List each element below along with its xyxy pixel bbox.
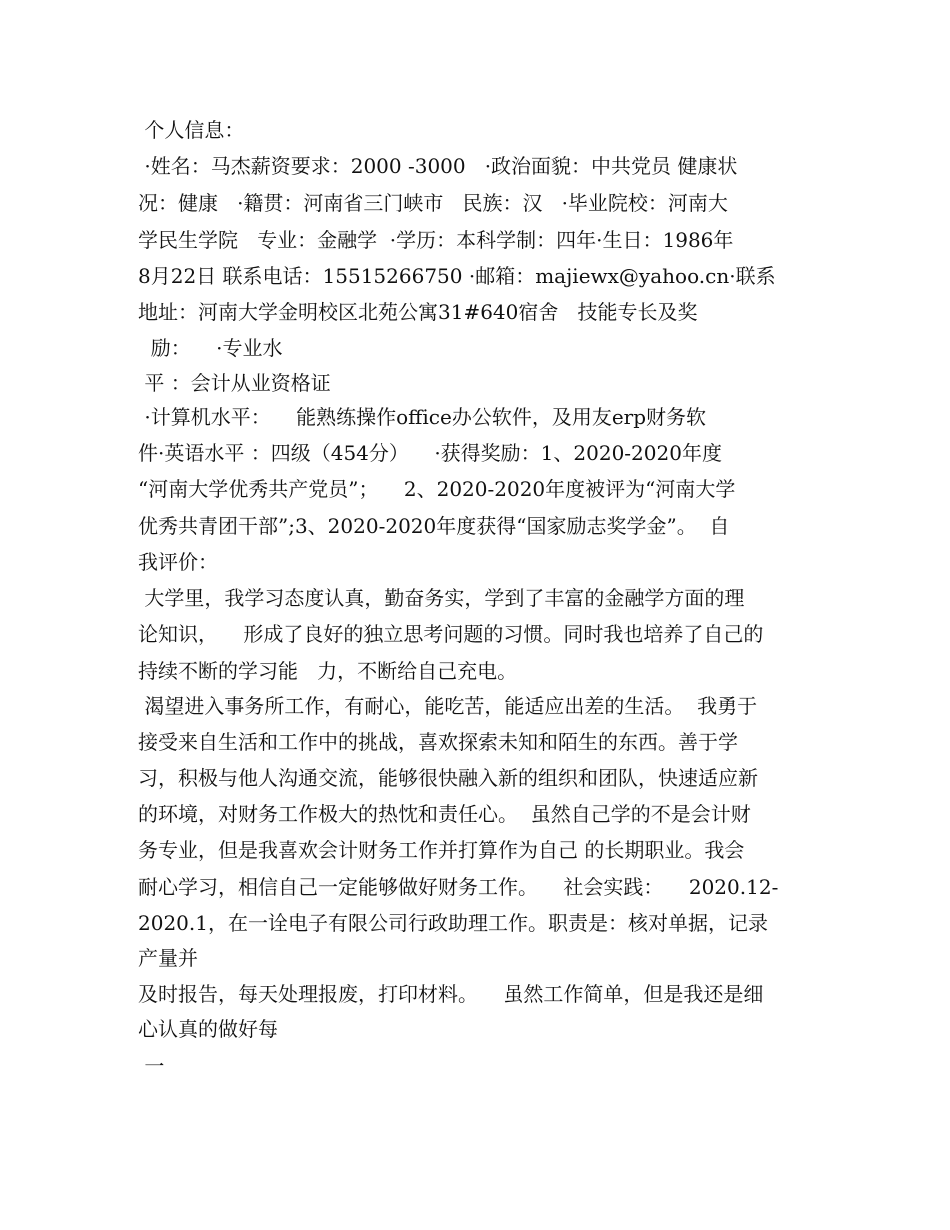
text-line: 论知识， 形成了良好的独立思考问题的习惯。同时我也培养了自己的 xyxy=(138,622,764,646)
text-line: 及时报告，每天处理报废，打印材料。 虽然工作简单，但是我还是细 xyxy=(138,982,764,1006)
text-line: 优秀共青团干部”;3、2020-2020年度获得“国家励志奖学金”。 自 xyxy=(138,514,730,538)
text-line: ·姓名：马杰薪资要求：2000 -3000 ·政治面貌：中共党员 健康状 xyxy=(138,154,738,178)
text-line: 持续不断的学习能 力，不断给自己充电。 xyxy=(138,659,518,683)
text-line: “河南大学优秀共产党员”； 2、2020-2020年度被评为“河南大学 xyxy=(138,477,736,501)
text-line: 耐心学习，相信自己一定能够做好财务工作。 社会实践： 2020.12- xyxy=(138,875,779,899)
text-line: 的环境，对财务工作极大的热忱和责任心。 虽然自己学的不是会计财 xyxy=(138,802,751,826)
text-line: 渴望进入事务所工作，有耐心，能吃苦，能适应出差的生活。 我勇于 xyxy=(138,694,758,718)
text-line: 件·英语水平 ：四级（454分） ·获得奖励：1、2020-2020年度 xyxy=(138,441,722,465)
text-line: 况：健康 ·籍贯：河南省三门峡市 民族：汉 ·毕业院校：河南大 xyxy=(138,191,728,215)
text-line: 一 xyxy=(138,1054,165,1078)
text-line: 产量并 xyxy=(138,946,198,970)
text-line: 心认真的做好每 xyxy=(138,1017,278,1041)
text-line: 2020.1，在一诠电子有限公司行政助理工作。职责是：核对单据，记录 xyxy=(138,911,768,935)
text-line: 8月22日 联系电话：15515266750 ·邮箱：majiewx@yahoo.cn·联系 xyxy=(138,264,776,288)
text-line: 学民生学院 专业：金融学 ·学历：本科学制：四年·生日：1986年 xyxy=(138,228,734,252)
text-line: 接受来自生活和工作中的挑战，喜欢探索未知和陌生的东西。善于学 xyxy=(138,730,738,754)
text-line: 励： ·专业水 xyxy=(138,336,283,360)
text-line: 平 ：会计从业资格证 xyxy=(138,371,331,395)
text-line: 我评价： xyxy=(138,550,218,574)
text-line: 地址：河南大学金明校区北苑公寓31#640宿舍 技能专长及奖 xyxy=(138,300,698,324)
text-line: ·计算机水平： 能熟练操作office办公软件，及用友erp财务软 xyxy=(138,405,707,429)
text-line: 大学里，我学习态度认真，勤奋务实，学到了丰富的金融学方面的理 xyxy=(138,586,745,610)
text-line: 个人信息： xyxy=(138,118,245,142)
text-line: 务专业，但是我喜欢会计财务工作并打算作为自己 的长期职业。我会 xyxy=(138,838,745,862)
text-line: 习，积极与他人沟通交流，能够很快融入新的组织和团队，快速适应新 xyxy=(138,766,758,790)
